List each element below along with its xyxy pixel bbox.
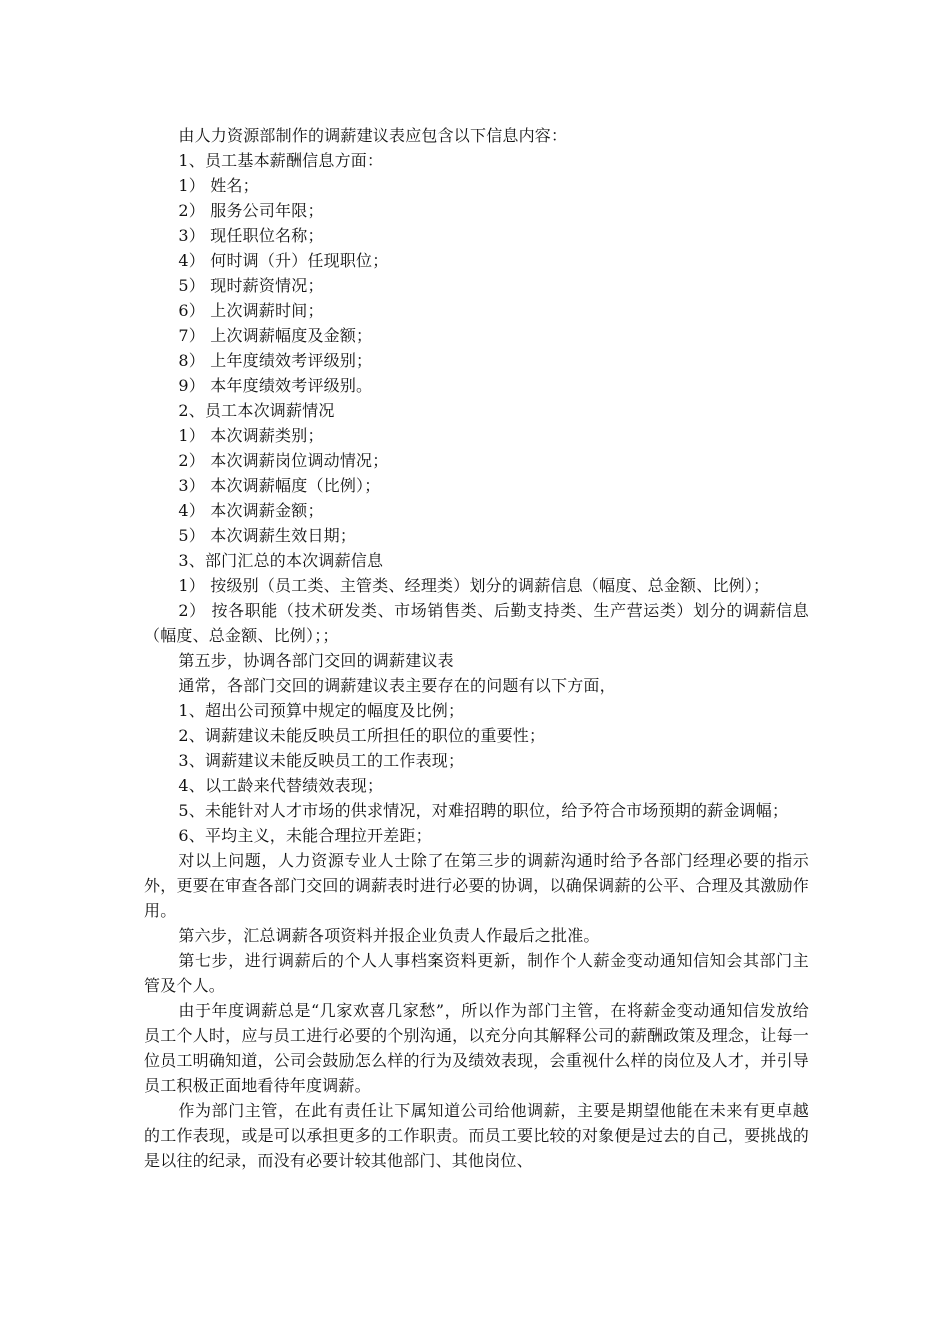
list-item: 4） 本次调薪金额； [178, 501, 324, 520]
step-five-heading: 第五步，协调各部门交回的调薪建议表 [178, 651, 454, 670]
list-item: 5、未能针对人才市场的供求情况，对难招聘的职位，给予符合市场预期的薪金调幅； [178, 801, 789, 820]
intro-paragraph: 由人力资源部制作的调薪建议表应包含以下信息内容： [178, 126, 568, 145]
list-item: 4） 何时调（升）任现职位； [178, 251, 389, 270]
list-item: 2、调薪建议未能反映员工所担任的职位的重要性； [178, 726, 546, 745]
list-item: 5） 本次调薪生效日期； [178, 526, 357, 545]
body-paragraph: 通常，各部门交回的调薪建议表主要存在的问题有以下方面， [178, 676, 616, 695]
list-item: 6） 上次调薪时间； [178, 301, 324, 320]
list-item: 4、以工龄来代替绩效表现； [178, 776, 384, 795]
body-paragraph: 作为部门主管，在此有责任让下属知道公司给他调薪，主要是期望他能在未来有更卓越的工作表现，或是可以承担更多的工作职责。而员工要比较的对象便是过去的自己，要挑战的是以往的纪录，而没有必要计较其他部门、其他岗位、 [144, 1101, 809, 1170]
list-item: 8） 上年度绩效考评级别； [178, 351, 373, 370]
list-item: 3） 现任职位名称； [178, 226, 324, 245]
list-item: 1、超出公司预算中规定的幅度及比例； [178, 701, 465, 720]
list-item: 3、调薪建议未能反映员工的工作表现； [178, 751, 465, 770]
list-item: 5） 现时薪资情况； [178, 276, 324, 295]
list-item: 1） 姓名； [178, 176, 259, 195]
list-item: 6、平均主义，未能合理拉开差距； [178, 826, 432, 845]
step-seven-heading: 第七步，进行调薪后的个人人事档案资料更新，制作个人薪金变动通知信知会其部门主管及个人。 [144, 951, 809, 995]
list-item: 1） 按级别（员工类、主管类、经理类）划分的调薪信息（幅度、总金额、比例）； [178, 576, 770, 595]
list-item: 2） 服务公司年限； [178, 201, 324, 220]
list-item: 7） 上次调薪幅度及金额； [178, 326, 373, 345]
section-heading-basic-pay: 1、员工基本薪酬信息方面： [178, 151, 384, 170]
list-item: 3） 本次调薪幅度（比例）； [178, 476, 381, 495]
section-heading-department-summary: 3、部门汇总的本次调薪信息 [178, 551, 384, 570]
list-item: 2） 按各职能（技术研发类、市场销售类、后勤支持类、生产营运类）划分的调薪信息（幅度、总金额、比例）；； [144, 601, 809, 645]
list-item: 9） 本年度绩效考评级别。 [178, 376, 373, 395]
document-body [144, 123, 809, 1173]
list-item: 1） 本次调薪类别； [178, 426, 324, 445]
body-paragraph: 由于年度调薪总是“几家欢喜几家愁”，所以作为部门主管，在将薪金变动通知信发放给员工个人时，应与员工进行必要的个别沟通，以充分向其解释公司的薪酬政策及理念，让每一位员工明确知道，公司会鼓励怎么样的行为及绩效表现，会重视什么样的岗位及人才，并引导员工积极正面地看待年度调薪。 [144, 1001, 809, 1095]
step-six-heading: 第六步，汇总调薪各项资料并报企业负责人作最后之批准。 [178, 926, 600, 945]
list-item: 2） 本次调薪岗位调动情况； [178, 451, 389, 470]
body-paragraph: 对以上问题，人力资源专业人士除了在第三步的调薪沟通时给予各部门经理必要的指示外，更要在审查各部门交回的调薪表时进行必要的协调，以确保调薪的公平、合理及其激励作用。 [144, 851, 809, 920]
section-heading-current-adjustment: 2、员工本次调薪情况 [178, 401, 335, 420]
